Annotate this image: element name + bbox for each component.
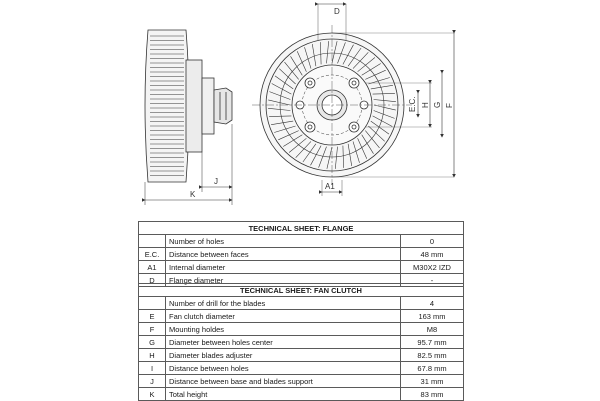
row-label: Flange diameter bbox=[166, 274, 401, 287]
table-row bbox=[139, 375, 464, 388]
row-key: J bbox=[139, 375, 166, 388]
flange-sheet-title: TECHNICAL SHEET: FLANGE bbox=[139, 222, 464, 235]
row-key: D bbox=[139, 274, 166, 287]
row-key: I bbox=[139, 362, 166, 375]
dim-label-ec: E.C. bbox=[408, 96, 417, 112]
dim-label-k: K bbox=[190, 190, 196, 199]
row-key: F bbox=[139, 323, 166, 336]
dim-label-j: J bbox=[214, 177, 218, 186]
fan-clutch-sheet-table bbox=[138, 283, 464, 401]
row-value: M30X2 IZD bbox=[401, 261, 464, 274]
flange-sheet-table bbox=[138, 221, 464, 287]
row-value: 83 mm bbox=[401, 388, 464, 401]
row-label: Total height bbox=[166, 388, 401, 401]
dim-label-f: F bbox=[445, 103, 454, 108]
fan-clutch-sheet-title: TECHNICAL SHEET: FAN CLUTCH bbox=[139, 284, 464, 297]
side-view bbox=[145, 30, 232, 205]
row-value: 31 mm bbox=[401, 375, 464, 388]
row-key: A1 bbox=[139, 261, 166, 274]
front-view bbox=[252, 4, 454, 196]
row-key: E.C. bbox=[139, 248, 166, 261]
row-label: Distance between base and blades support bbox=[166, 375, 401, 388]
row-value: 48 mm bbox=[401, 248, 464, 261]
row-value: 82.5 mm bbox=[401, 349, 464, 362]
table-row bbox=[139, 349, 464, 362]
row-label: Internal diameter bbox=[166, 261, 401, 274]
row-label: Diameter blades adjuster bbox=[166, 349, 401, 362]
row-label: Distance between holes bbox=[166, 362, 401, 375]
row-label: Distance between faces bbox=[166, 248, 401, 261]
row-value: - bbox=[401, 274, 464, 287]
row-key: H bbox=[139, 349, 166, 362]
row-label: Mounting holdes bbox=[166, 323, 401, 336]
row-value: 95.7 mm bbox=[401, 336, 464, 349]
row-key: G bbox=[139, 336, 166, 349]
row-value: 4 bbox=[401, 297, 464, 310]
dim-label-h: H bbox=[421, 102, 430, 108]
table-row bbox=[139, 310, 464, 323]
row-key: E bbox=[139, 310, 166, 323]
row-value: 0 bbox=[401, 235, 464, 248]
dim-label-a1: A1 bbox=[325, 182, 335, 191]
table-row bbox=[139, 362, 464, 375]
row-label: Fan clutch diameter bbox=[166, 310, 401, 323]
table-row bbox=[139, 235, 464, 248]
row-key: K bbox=[139, 388, 166, 401]
row-value: M8 bbox=[401, 323, 464, 336]
row-value: 67.8 mm bbox=[401, 362, 464, 375]
table-row bbox=[139, 388, 464, 401]
table-row bbox=[139, 261, 464, 274]
dim-label-g: G bbox=[433, 101, 442, 108]
row-label: Diameter between holes center bbox=[166, 336, 401, 349]
row-key bbox=[139, 297, 166, 310]
dim-label-d: D bbox=[334, 7, 340, 16]
table-row bbox=[139, 297, 464, 310]
row-label: Number of drill for the blades bbox=[166, 297, 401, 310]
table-row bbox=[139, 336, 464, 349]
row-value: 163 mm bbox=[401, 310, 464, 323]
row-key bbox=[139, 235, 166, 248]
row-label: Number of holes bbox=[166, 235, 401, 248]
table-row bbox=[139, 248, 464, 261]
table-row bbox=[139, 323, 464, 336]
